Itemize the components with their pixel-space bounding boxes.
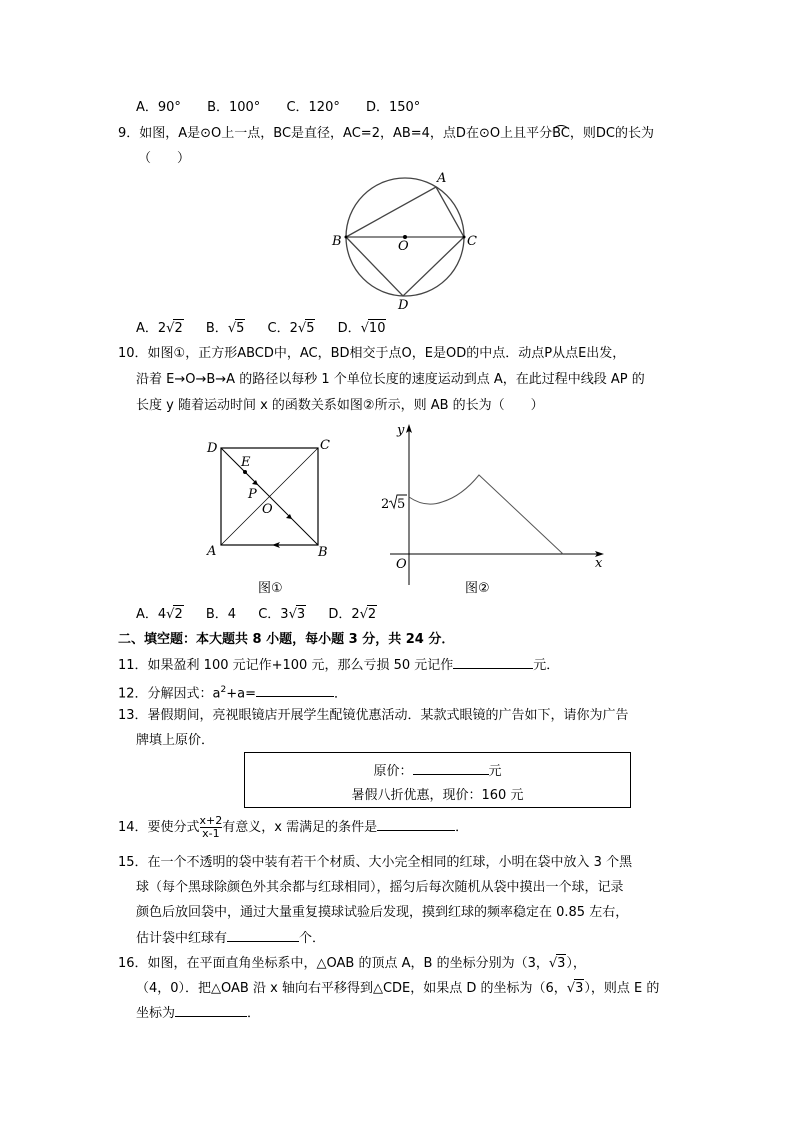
q10-line-3: 长度 y 随着运动时间 x 的函数关系如图②所示，则 AB 的长为（ ）	[136, 398, 544, 413]
q14-answer-blank[interactable]	[377, 818, 455, 831]
q9-arc-label: BC	[552, 126, 570, 141]
q12-text2: +a=	[226, 686, 257, 702]
q10-option-b: B．4	[205, 607, 237, 622]
q10-line-1: 10．如图①，正方形ABCD中，AC，BD相交于点O，E是OD的中点．动点P从点E出发，	[118, 346, 626, 361]
q16-line-1: 16．如图，在平面直角坐标系中，△OAB 的顶点 A，B 的坐标分别为（3，√3），	[118, 956, 586, 971]
fig1-caption: 图①	[258, 581, 283, 596]
q14-text2: 有意义，x 需满足的条件是	[222, 820, 378, 835]
fig2-label-o: O	[396, 557, 407, 572]
fig1-label-b: B	[318, 545, 328, 560]
arrow-e-to-o	[252, 480, 258, 485]
q10-option-a: A．4√2	[136, 607, 183, 622]
q10-option-d: D．2√2	[328, 607, 377, 622]
fig2-tick-coef: 2	[381, 497, 390, 512]
section-2-title: 二、填空题：本大题共 8 小题，每小题 3 分，共 24 分．	[118, 632, 455, 647]
q11-text: 11．如果盈利 100 元记作+100 元，那么亏损 50 元记作	[118, 658, 454, 673]
q9-option-a: A．2√2	[136, 321, 183, 336]
q14-tail: ．	[455, 820, 469, 835]
q9-options	[136, 319, 386, 338]
point-c-dot	[463, 236, 466, 239]
ad-board	[244, 752, 631, 808]
q16-line-2: （4，0）．把△OAB 沿 x 轴向右平移得到△CDE，如果点 D 的坐标为（6，√3），则点 E 的	[136, 981, 660, 996]
q10-options	[136, 605, 377, 624]
q15-answer-blank[interactable]	[227, 929, 299, 942]
q10-square-figure	[221, 448, 318, 545]
q16-answer-blank[interactable]	[175, 1004, 247, 1017]
arrow-o-to-b	[286, 514, 292, 519]
q10-graph-figure	[390, 428, 600, 585]
q13-line-2: 牌填上原价．	[136, 733, 215, 748]
q10-line-2: 沿着 E→O→B→A 的路径以每秒 1 个单位长度的速度运动到点 A，在此过程中线段 AP 的	[136, 372, 645, 387]
function-curve	[409, 475, 563, 554]
q14-text: 14．要使分式	[118, 820, 200, 835]
fig2-label-y: y	[397, 423, 405, 438]
ad-line-original-price: 原价： 元	[373, 764, 502, 779]
fig1-label-c: C	[320, 438, 330, 453]
fig1-label-a: A	[207, 544, 217, 559]
q11	[118, 656, 559, 675]
fig1-label-e: E	[241, 455, 251, 470]
q16-line-3: 坐标为 ．	[136, 1006, 261, 1021]
fig2-caption: 图②	[465, 581, 490, 596]
label-c: C	[467, 234, 477, 249]
q8-option-c: C．120°	[286, 100, 340, 115]
q12-tail: ．	[334, 686, 348, 702]
q9-answer-paren: （ ）	[138, 151, 191, 166]
q13-line-1: 13．暑假期间，亮视眼镜店开展学生配镜优惠活动．某款式眼镜的广告如下，请你为广告	[118, 708, 629, 723]
q12	[118, 681, 347, 703]
point-b-dot	[345, 236, 348, 239]
q12-exponent: 2	[220, 685, 227, 695]
label-b: B	[332, 234, 342, 249]
fig1-label-p: P	[248, 487, 257, 502]
q9-option-c: C．2√5	[267, 321, 315, 336]
q14	[118, 815, 468, 840]
q12-text: 12．分解因式：a	[118, 686, 221, 702]
q15-line-3: 颜色后放回袋中，通过大量重复摸球试验后发现，摸到红球的频率稳定在 0.85 左右，	[136, 905, 629, 920]
q15-text: 估计袋中红球有	[136, 931, 228, 946]
fig1-label-o: O	[262, 502, 273, 517]
label-a: A	[437, 171, 447, 186]
q15-line-1: 15．在一个不透明的袋中装有若干个材质、大小完全相同的红球，小明在袋中放入 3 个黑	[118, 855, 633, 870]
fig2-label-x: x	[595, 556, 603, 571]
q11-tail: 元．	[533, 658, 560, 673]
q9-option-d: D．√10	[337, 321, 386, 336]
label-d: D	[398, 298, 409, 313]
ad-line-discount: 暑假八折优惠，现价：160 元	[351, 788, 524, 803]
q11-answer-blank[interactable]	[453, 656, 533, 669]
q9-text: 9．如图，A是⊙O上一点，BC是直径，AC=2，AB=4，点D在⊙O上且平分	[118, 126, 553, 141]
q14-fraction: $\frac{x+2}{x-1}$	[199, 814, 223, 840]
q15-tail: 个．	[299, 931, 326, 946]
q9-option-b: B．√5	[205, 321, 245, 336]
q10-option-c: C．3√3	[258, 607, 306, 622]
q8-option-a: A．90°	[136, 100, 181, 115]
fig2-tick-rad: 5	[397, 497, 406, 512]
q15-line-2: 球（每个黑球除颜色外其余都与红球相同），摇匀后每次随机从袋中摸出一个球，记录	[136, 880, 624, 895]
q15-line-4	[136, 929, 325, 948]
q12-answer-blank[interactable]	[256, 684, 334, 697]
point-e-dot	[243, 470, 247, 474]
label-o: O	[398, 239, 409, 254]
fig1-label-d: D	[207, 441, 218, 456]
q13-answer-blank[interactable]	[413, 762, 489, 775]
q8-option-b: B．100°	[207, 100, 261, 115]
q9-text-tail: ，则DC的长为	[569, 126, 654, 141]
q8-option-d: D．150°	[365, 100, 421, 115]
